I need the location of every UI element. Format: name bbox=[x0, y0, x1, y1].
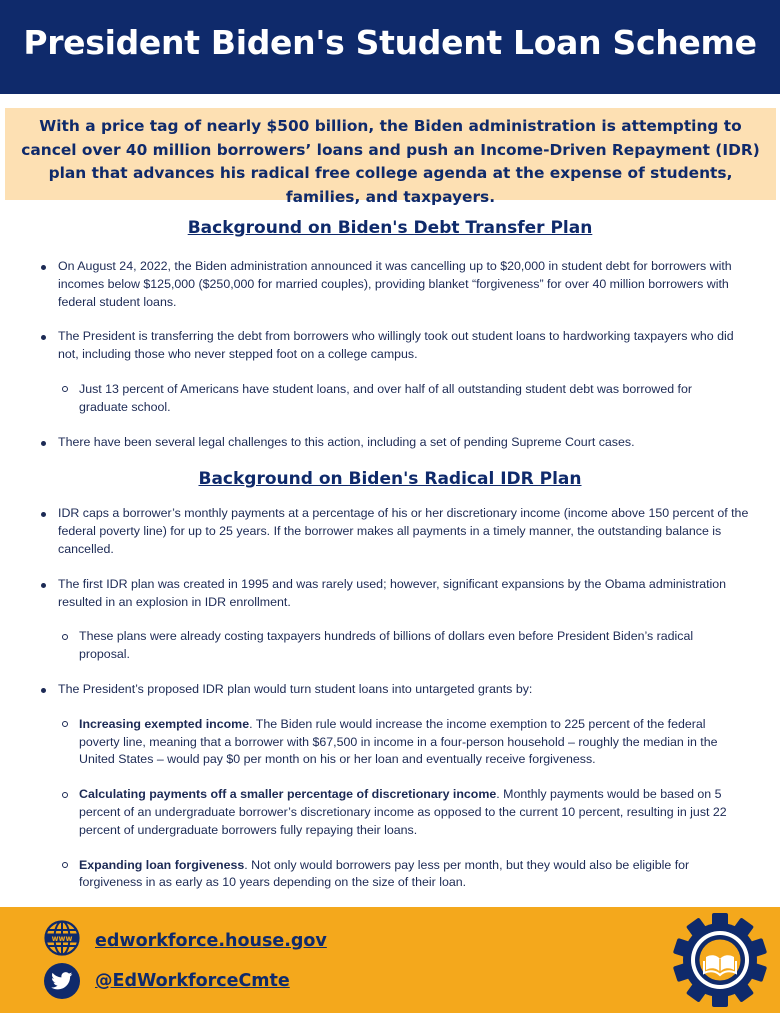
sub-list-item bbox=[0, 786, 780, 839]
list-item-text: The President’s proposed IDR plan would turn student loans into untargeted grants by: bbox=[58, 681, 533, 696]
section-heading-debt-transfer: Background on Biden's Debt Transfer Plan bbox=[187, 218, 593, 238]
twitter-row bbox=[44, 963, 290, 999]
intro-callout bbox=[5, 108, 776, 206]
sub-list-item bbox=[0, 381, 780, 417]
idr-plan-list bbox=[0, 505, 780, 892]
list-item-lead: Increasing exempted income bbox=[79, 716, 250, 731]
list-item-text: . Monthly payments would be based on 5 percent of an undergraduate borrower’s discretionary income as opposed to the current 10 percent, resulting in just 22 percent of undergraduate borrowers fully repaying their loans. bbox=[79, 787, 727, 837]
list-item-lead: Calculating payments off a smaller percentage of discretionary income bbox=[79, 787, 497, 802]
main-content bbox=[0, 216, 780, 892]
bullet-ring bbox=[62, 721, 68, 727]
list-item bbox=[0, 576, 780, 612]
bullet-dot bbox=[41, 688, 46, 693]
list-item-text: . The Biden rule would increase the income exemption to 225 percent of the federal poverty line, meaning that a borrower with $67,500 in income in a four-person household – roughly the median in the United States – would pay $0 per month on his or her loan and eventually receive forgiveness. bbox=[79, 716, 718, 767]
list-item-text: There have been several legal challenges to this action, including a set of pending Supreme Court cases. bbox=[58, 434, 635, 449]
list-item-text: The first IDR plan was created in 1995 and was rarely used; however, significant expansions by the Obama administration resulted in an explosion in IDR enrollment. bbox=[58, 576, 727, 609]
globe-icon bbox=[44, 920, 80, 961]
bullet-dot bbox=[41, 583, 46, 588]
bullet-ring bbox=[62, 792, 68, 798]
list-item-text: On August 24, 2022, the Biden administration announced it was cancelling up to $20,000 in student debt for borrowers with incomes below $125,000 ($250,000 for married couples), providing blanket “forgiveness” for over 40 million borrowers with federal student loans. bbox=[58, 259, 732, 309]
sub-list-item bbox=[0, 857, 780, 893]
sub-list-item bbox=[0, 628, 780, 664]
list-item-lead: Expanding loan forgiveness bbox=[79, 857, 245, 872]
gear-book-logo bbox=[670, 912, 770, 1013]
website-link[interactable]: edworkforce.house.gov bbox=[95, 930, 327, 951]
bullet-dot bbox=[41, 335, 46, 340]
svg-text:www: www bbox=[51, 934, 73, 943]
list-item-text: Just 13 percent of Americans have student loans, and over half of all outstanding student debt was borrowed for graduate school. bbox=[79, 381, 693, 414]
list-item-text: These plans were already costing taxpayers hundreds of billions of dollars even before President Biden’s radical proposal. bbox=[79, 629, 694, 662]
debt-transfer-list bbox=[0, 258, 780, 451]
bullet-dot bbox=[41, 441, 46, 446]
bullet-dot bbox=[41, 265, 46, 270]
list-item-text: The President is transferring the debt from borrowers who willingly took out student loans to hardworking taxpayers who did not, including those who never stepped foot on a college campus. bbox=[58, 329, 734, 362]
sub-list-item bbox=[0, 716, 780, 769]
list-item-text: IDR caps a borrower’s monthly payments at a percentage of his or her discretionary income (income above 150 percent of the federal poverty line) for up to 25 years. If the borrower makes all payments in a timely manner, the outstanding balance is cancelled. bbox=[58, 506, 749, 556]
list-item-text: . Not only would borrowers pay less per month, but they would also be eligible for forgiveness in as early as 10 years depending on the size of their loan. bbox=[79, 857, 690, 890]
twitter-handle-link[interactable]: @EdWorkforceCmte bbox=[95, 971, 290, 991]
list-item bbox=[0, 434, 780, 452]
bullet-ring bbox=[62, 386, 68, 392]
list-item bbox=[0, 258, 780, 311]
list-item bbox=[0, 681, 780, 699]
bullet-dot bbox=[41, 512, 46, 517]
bullet-ring bbox=[62, 862, 68, 868]
intro-text: With a price tag of nearly $500 billion, the Biden administration is attempting to cancel over 40 million borrowers’ loans and push an Income-Driven Repayment (IDR) plan that advances his radical free college agenda at the expense of students, families, and taxpayers. bbox=[21, 117, 760, 206]
twitter-bird-icon bbox=[44, 963, 80, 999]
bullet-ring bbox=[62, 634, 68, 640]
list-item bbox=[0, 505, 780, 558]
section-heading-idr-plan: Background on Biden's Radical IDR Plan bbox=[198, 469, 582, 490]
list-item bbox=[0, 328, 780, 364]
website-row bbox=[44, 920, 327, 961]
page-title: President Biden's Student Loan Scheme bbox=[23, 23, 757, 62]
page-header bbox=[0, 0, 780, 94]
